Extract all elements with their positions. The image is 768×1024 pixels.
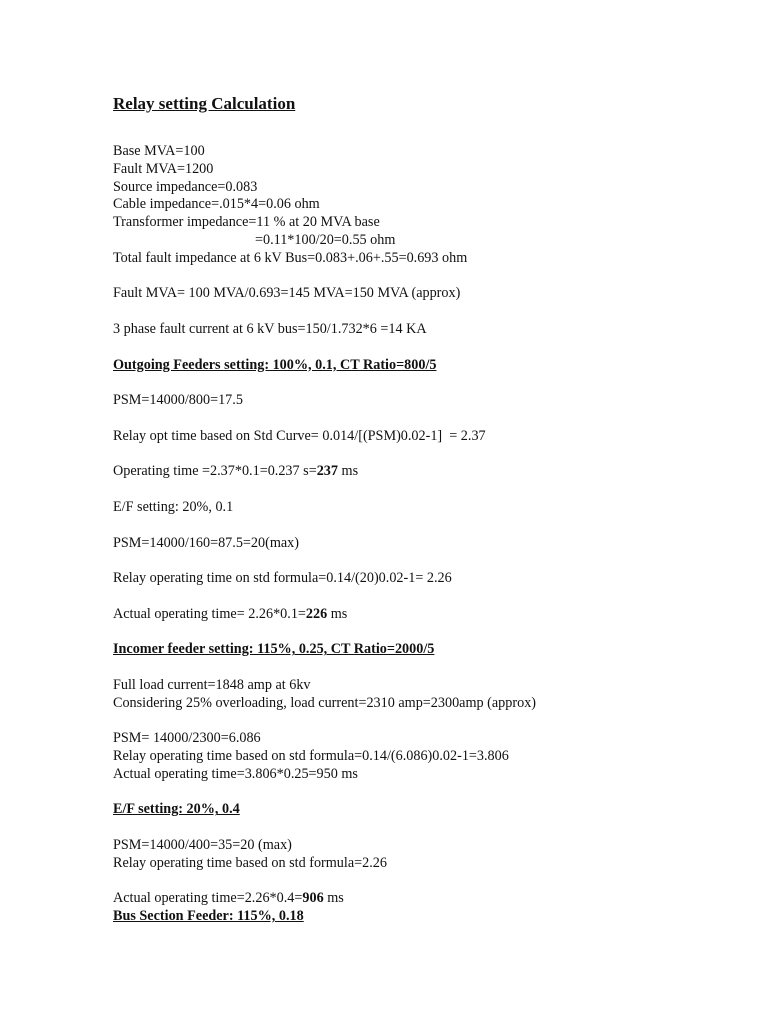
fault-mva-line: Fault MVA=1200 bbox=[113, 160, 214, 177]
operating-time-value: 237 bbox=[316, 463, 338, 480]
outgoing-ef-actual-time-line: Actual operating time= 2.26*0.1=226 ms bbox=[113, 605, 348, 622]
incomer-psm-line: PSM= 14000/2300=6.086 bbox=[113, 730, 261, 747]
ef2-actual-time-line: Actual operating time=2.26*0.4=906 ms bbox=[113, 890, 344, 907]
document-page bbox=[113, 94, 713, 926]
source-impedance-line: Source impedance=0.083 bbox=[113, 178, 258, 195]
bus-section-heading: Bus Section Feeder: 115%, 0.18 bbox=[113, 908, 304, 925]
ef-actual-time-value: 226 bbox=[305, 605, 328, 622]
outgoing-ef-setting-line: E/F setting: 20%, 0.1 bbox=[113, 498, 234, 515]
full-load-current-line: Full load current=1848 amp at 6kv bbox=[113, 676, 311, 693]
outgoing-feeders-heading: Outgoing Feeders setting: 100%, 0.1, CT Ratio=800/5 bbox=[113, 356, 437, 373]
outgoing-ef-relay-time-line: Relay operating time on std formula=0.14/(20)0.02-1= 2.26 bbox=[113, 570, 452, 587]
base-mva-line: Base MVA=100 bbox=[113, 143, 205, 159]
outgoing-relay-time-line: Relay opt time based on Std Curve= 0.014/[(PSM)0.02-1] = 2.37 bbox=[113, 427, 486, 444]
total-fault-impedance-line: Total fault impedance at 6 kV Bus=0.083+.06+.55=0.693 ohm bbox=[113, 249, 468, 266]
fault-mva-calc: Fault MVA= 100 MVA/0.693=145 MVA=150 MVA (approx) bbox=[113, 285, 461, 302]
ef2-actual-time-value: 906 bbox=[302, 890, 324, 907]
outgoing-ef-psm-line: PSM=14000/160=87.5=20(max) bbox=[113, 534, 299, 551]
transformer-impedance-line: Transformer impedance=11 % at 20 MVA base bbox=[113, 214, 380, 231]
outgoing-operating-time-line: Operating time =2.37*0.1=0.237 s=237 ms bbox=[113, 463, 359, 480]
ef-setting-heading: E/F setting: 20%, 0.4 bbox=[113, 801, 240, 818]
cable-impedance-line: Cable impedance=.015*4=0.06 ohm bbox=[113, 196, 320, 213]
transformer-impedance-calc: =0.11*100/20=0.55 ohm bbox=[255, 231, 396, 248]
fault-current-line: 3 phase fault current at 6 kV bus=150/1.732*6 =14 KA bbox=[113, 320, 427, 337]
outgoing-psm-line: PSM=14000/800=17.5 bbox=[113, 392, 243, 409]
ef2-psm-line: PSM=14000/400=35=20 (max) bbox=[113, 837, 292, 854]
incomer-feeder-heading: Incomer feeder setting: 115%, 0.25, CT Ratio=2000/5 bbox=[113, 641, 435, 658]
incomer-actual-time-line: Actual operating time=3.806*0.25=950 ms bbox=[113, 765, 358, 782]
ef2-relay-time-line: Relay operating time based on std formula=2.26 bbox=[113, 854, 387, 871]
document-title: Relay setting Calculation bbox=[113, 94, 296, 113]
overloading-line: Considering 25% overloading, load current=2310 amp=2300amp (approx) bbox=[113, 694, 537, 711]
incomer-relay-time-line: Relay operating time based on std formula=0.14/(6.086)0.02-1=3.806 bbox=[113, 748, 509, 765]
